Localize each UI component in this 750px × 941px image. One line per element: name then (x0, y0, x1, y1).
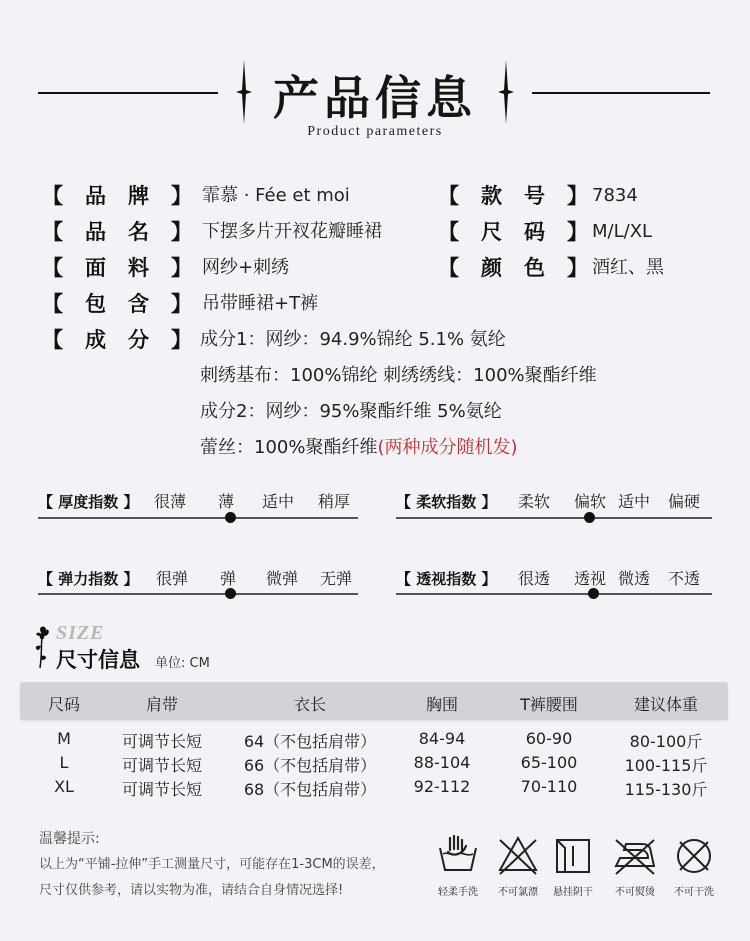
care-label: 不可干洗 (674, 887, 714, 898)
thickness-option: 薄 (218, 492, 235, 511)
size-table-header-cell: 建议体重 (633, 695, 698, 714)
size-cell: 70-110 (520, 777, 578, 796)
composition-note: (两种成分随机发) (377, 437, 518, 458)
size-cell: 84-94 (418, 729, 466, 748)
size-table-header-cell: T裤腰围 (520, 695, 578, 714)
size-table-row (0, 777, 750, 801)
elasticity-scale-line (38, 593, 358, 595)
size-table-row (0, 729, 750, 753)
header-right-line (532, 92, 710, 94)
size-cell: 64（不包括肩带） (243, 732, 377, 751)
sheerness-index-label: 【 透视指数 】 (396, 570, 497, 588)
composition-line-2: 刺绣基布：100%锦纶 刺绣绣线：100%聚酯纤维 (200, 365, 597, 386)
size-cell: XL (54, 777, 74, 796)
size-chart-unit: 单位: CM (155, 656, 210, 671)
softness-index-label: 【 柔软指数 】 (396, 493, 497, 511)
care-label: 不可氯漂 (498, 887, 538, 898)
elasticity-marker (225, 588, 236, 599)
param-size-value: M/L/XL (592, 221, 653, 242)
softness-option: 偏软 (574, 492, 607, 511)
no-iron-icon (605, 834, 665, 876)
param-brand-value: 霏慕 · Fée et moi (202, 185, 350, 206)
param-composition-label: 【 成分 】 (42, 328, 192, 352)
header-left-line (38, 92, 218, 94)
softness-option: 适中 (618, 492, 651, 511)
care-label: 轻柔手洗 (438, 887, 478, 898)
param-brand-label: 【 品牌 】 (42, 184, 192, 208)
param-style-no-label: 【 款号 】 (438, 184, 588, 208)
thickness-scale-line (38, 517, 358, 519)
sheerness-option: 很透 (518, 569, 551, 588)
sheerness-option: 透视 (574, 569, 607, 588)
tips-line: 尺寸仅供参考，请以实物为准，请结合自身情况选择! (39, 883, 344, 898)
no-bleach-icon (488, 834, 548, 876)
size-cell: L (59, 753, 69, 772)
size-table-header-cell: 衣长 (293, 695, 326, 714)
size-table-header-cell: 胸围 (425, 695, 458, 714)
softness-scale-line (396, 517, 712, 519)
composition-line-1: 成分1：网纱：94.9%锦纶 5.1% 氨纶 (200, 329, 506, 350)
size-cell: 可调节长短 (121, 756, 202, 775)
hand-wash-icon (428, 834, 488, 876)
param-name-label: 【 品名 】 (42, 220, 192, 244)
param-fabric-label: 【 面料 】 (42, 256, 192, 280)
param-style-no-value: 7834 (592, 185, 638, 206)
softness-option: 柔软 (518, 492, 551, 511)
sheerness-option: 不透 (668, 569, 701, 588)
composition-line-4-text: 蕾丝：100%聚酯纤维 (200, 437, 378, 458)
size-cell: 65-100 (520, 753, 578, 772)
composition-line-3: 成分2：网纱：95%聚酯纤维 5%氨纶 (200, 401, 502, 422)
size-decor-text: SIZE (56, 622, 105, 644)
sheerness-marker (588, 588, 599, 599)
rose-icon (30, 622, 54, 670)
composition-line-4 (200, 433, 518, 463)
size-cell: 115-130斤 (624, 780, 708, 799)
size-chart-title: 尺寸信息 (56, 648, 140, 672)
thickness-option: 适中 (262, 492, 295, 511)
size-cell: 68（不包括肩带） (243, 780, 377, 799)
page-title: 产品信息 (273, 71, 477, 125)
care-label: 不可熨烫 (615, 887, 655, 898)
param-color-label: 【 颜色 】 (438, 256, 588, 280)
size-table-header-cell: 肩带 (145, 695, 178, 714)
sheerness-scale-line (396, 593, 712, 595)
size-cell: 92-112 (413, 777, 471, 796)
param-size-label: 【 尺码 】 (438, 220, 588, 244)
tips-line: 以上为“平铺-拉伸”手工测量尺寸，可能存在1-3CM的误差， (39, 857, 385, 872)
size-cell: 80-100斤 (629, 732, 703, 751)
size-cell: 100-115斤 (624, 756, 708, 775)
size-cell: 88-104 (413, 753, 471, 772)
thickness-marker (225, 512, 236, 523)
softness-option: 偏硬 (668, 492, 701, 511)
elasticity-option: 弹 (220, 569, 237, 588)
param-includes-value: 吊带睡裙+T裤 (202, 293, 319, 314)
page-subtitle: Product parameters (307, 124, 443, 139)
thickness-index-label: 【 厚度指数 】 (38, 493, 139, 511)
size-cell: M (57, 729, 71, 748)
hang-dry-shade-icon (543, 834, 603, 876)
size-cell: 66（不包括肩带） (243, 756, 377, 775)
no-dry-clean-icon (664, 834, 724, 876)
param-includes-label: 【 包含 】 (42, 292, 192, 316)
size-cell: 60-90 (525, 729, 573, 748)
tips-title: 温馨提示: (39, 831, 100, 847)
sheerness-option: 微透 (618, 569, 651, 588)
size-table-row (0, 753, 750, 777)
size-cell: 可调节长短 (121, 732, 202, 751)
param-name-value: 下摆多片开衩花瓣睡裙 (202, 221, 382, 242)
elasticity-index-label: 【 弹力指数 】 (38, 570, 139, 588)
param-fabric-value: 网纱+刺绣 (202, 257, 290, 278)
softness-marker (584, 512, 595, 523)
elasticity-option: 微弹 (266, 569, 299, 588)
thickness-option: 很薄 (154, 492, 187, 511)
thickness-option: 稍厚 (318, 492, 351, 511)
size-table-header-cell: 尺码 (47, 695, 80, 714)
size-cell: 可调节长短 (121, 780, 202, 799)
elasticity-option: 很弹 (156, 569, 189, 588)
param-color-value: 酒红、黑 (592, 257, 664, 278)
care-label: 悬挂阴干 (553, 887, 593, 898)
elasticity-option: 无弹 (320, 569, 353, 588)
